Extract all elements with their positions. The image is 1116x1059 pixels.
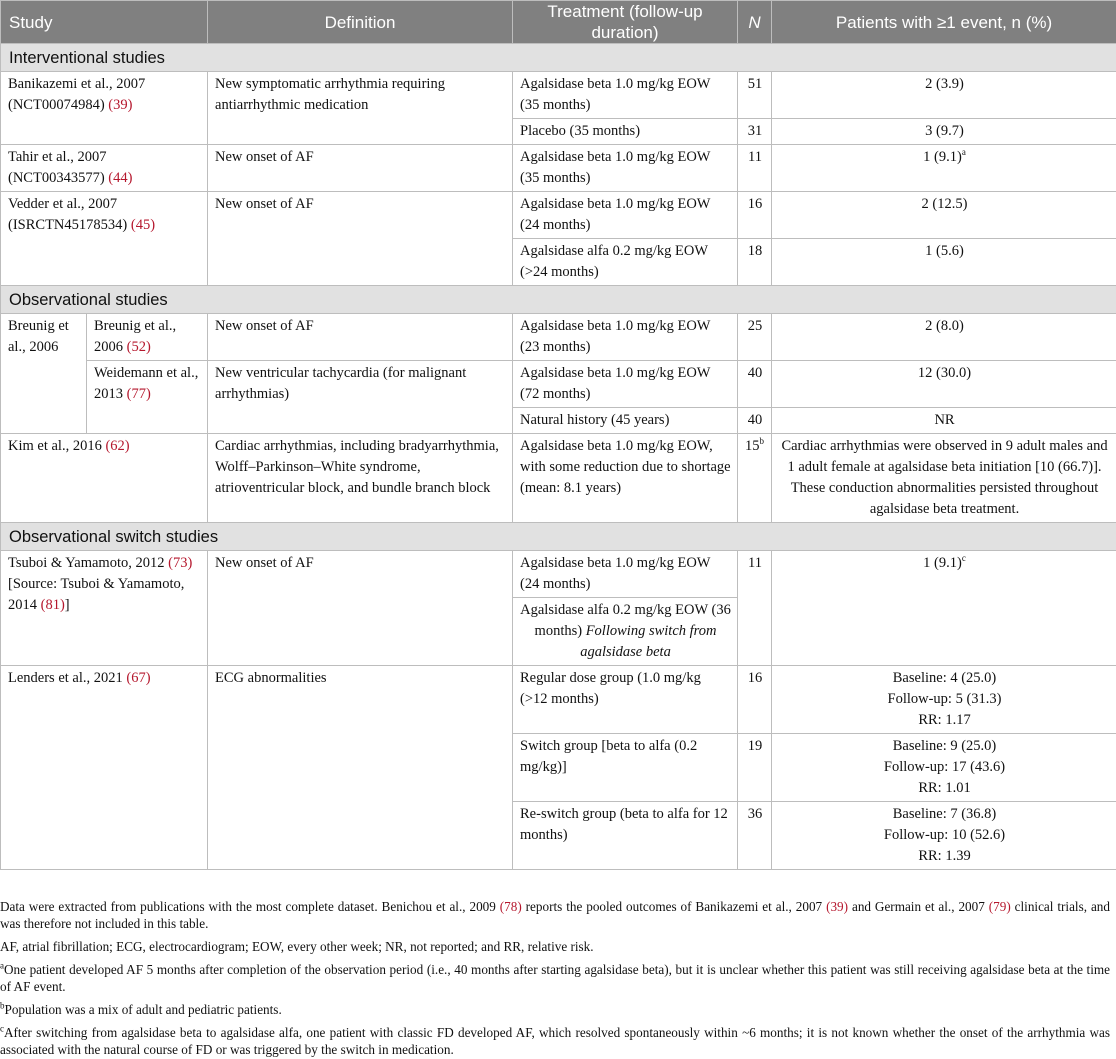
- n-cell: 36: [738, 802, 772, 870]
- n-cell: 11: [738, 145, 772, 192]
- events-cell: Baseline: 9 (25.0) Follow-up: 17 (43.6) RR: 1.01: [772, 734, 1116, 802]
- citation-link[interactable]: (62): [105, 438, 130, 454]
- table-row: [1, 666, 1116, 734]
- definition-cell: New onset of AF: [208, 145, 513, 192]
- footnote-abbreviations: AF, atrial fibrillation; ECG, electrocardiogram; EOW, every other week; NR, not reported; and RR, relative risk.: [0, 939, 594, 954]
- citation-link[interactable]: (44): [108, 170, 133, 186]
- treatment-cell: Agalsidase alfa 0.2 mg/kg EOW (36 months) Following switch from agalsidase beta: [513, 598, 738, 666]
- study-cell: Vedder et al., 2007 (ISRCTN45178534) (45): [1, 192, 208, 286]
- definition-cell: New symptomatic arrhythmia requiring antiarrhythmic medication: [208, 72, 513, 145]
- citation-link[interactable]: (73): [168, 555, 193, 571]
- n-cell: 40: [738, 408, 772, 434]
- treatment-cell: Agalsidase beta 1.0 mg/kg EOW (24 months): [513, 192, 738, 239]
- definition-cell: Cardiac arrhythmias, including bradyarrhythmia, Wolff–Parkinson–White syndrome, atrioventricular block, and bundle branch block: [208, 434, 513, 523]
- n-cell: 18: [738, 239, 772, 286]
- footnote-marker: b: [759, 436, 765, 447]
- events-cell: 2 (8.0): [772, 314, 1116, 361]
- events-cell: 2 (12.5): [772, 192, 1116, 239]
- events-cell: 1 $(9.1)^c$: [772, 551, 1116, 666]
- citation-link[interactable]: (39): [826, 899, 849, 914]
- n-cell: 15$^b$: [738, 434, 772, 523]
- n-cell: 40: [738, 361, 772, 408]
- study-cell: Tsuboi & Yamamoto, 2012 (73) [Source: Tsuboi & Yamamoto, 2014 (81)]: [1, 551, 208, 666]
- footnote-a: $^a$One patient developed AF 5 months after completion of the observation period (i.e., 40 months after starting agalsidase beta), but it is unclear whether this patient was still receiving agalsidase beta at the time of AF event.: [0, 960, 1110, 994]
- table-row: [1, 434, 1116, 523]
- treatment-cell: Natural history (45 years): [513, 408, 738, 434]
- citation-link[interactable]: (79): [988, 899, 1011, 914]
- n-cell: 51: [738, 72, 772, 119]
- treatment-cell: Agalsidase alfa 0.2 mg/kg EOW (>24 months): [513, 239, 738, 286]
- citation-link[interactable]: (77): [126, 386, 151, 402]
- footnote-data-source: Data were extracted from publications with the most complete dataset. Benichou et al., 2009 (78) reports the pooled outcomes of Banikazemi et al., 2007 (39) and Germain et al., 2007 (79) clinical trials, and was therefore not included in this table.: [0, 899, 1110, 931]
- header-n: N: [738, 1, 772, 44]
- citation-link[interactable]: (81): [40, 597, 65, 613]
- section-interventional: Interventional studies: [1, 44, 1116, 72]
- table-row: [1, 145, 1116, 192]
- study-cell: Banikazemi et al., 2007 (NCT00074984) (39): [1, 72, 208, 145]
- definition-cell: New onset of AF: [208, 192, 513, 286]
- table-row: [1, 192, 1116, 239]
- footnote-marker: a: [961, 147, 966, 158]
- definition-cell: New ventricular tachycardia (for malignant arrhythmias): [208, 361, 513, 434]
- events-cell: Cardiac arrhythmias were observed in 9 adult males and 1 adult female at agalsidase beta initiation [10 (66.7)]. These conduction abnormalities persisted throughout agalsidase beta treatment.: [772, 434, 1116, 523]
- events-cell: Baseline: 7 (36.8) Follow-up: 10 (52.6) RR: 1.39: [772, 802, 1116, 870]
- definition-cell: ECG abnormalities: [208, 666, 513, 870]
- treatment-cell: Agalsidase beta 1.0 mg/kg EOW (24 months): [513, 551, 738, 598]
- table-row: [1, 72, 1116, 119]
- treatment-cell: Switch group [beta to alfa (0.2 mg/kg)]: [513, 734, 738, 802]
- treatment-cell: Agalsidase beta 1.0 mg/kg EOW (35 months): [513, 145, 738, 192]
- study-cell: Kim et al., 2016 (62): [1, 434, 208, 523]
- treatment-cell: Placebo (35 months): [513, 119, 738, 145]
- events-cell: 3 (9.7): [772, 119, 1116, 145]
- events-cell: 1 $(9.1)^a$: [772, 145, 1116, 192]
- n-cell: 25: [738, 314, 772, 361]
- table-row: [1, 314, 1116, 361]
- treatment-cell: Regular dose group (1.0 mg/kg (>12 months): [513, 666, 738, 734]
- treatment-cell: Agalsidase beta 1.0 mg/kg EOW (35 months): [513, 72, 738, 119]
- treatment-cell: Agalsidase beta 1.0 mg/kg EOW (72 months): [513, 361, 738, 408]
- treatment-cell: Agalsidase beta 1.0 mg/kg EOW (23 months): [513, 314, 738, 361]
- citation-link[interactable]: (39): [108, 97, 133, 113]
- header-study: Study: [1, 1, 208, 44]
- events-cell: Baseline: 4 (25.0) Follow-up: 5 (31.3) RR: 1.17: [772, 666, 1116, 734]
- section-observational: Observational studies: [1, 286, 1116, 314]
- footnote-b: $^b$Population was a mix of adult and pediatric patients.: [0, 1000, 282, 1017]
- table-row: [1, 551, 1116, 598]
- n-cell: 31: [738, 119, 772, 145]
- study-group-cell: Breunig et al., 2006: [1, 314, 87, 434]
- n-cell: 16: [738, 192, 772, 239]
- table-header-row: [1, 1, 1116, 44]
- study-cell: Tahir et al., 2007 (NCT00343577) (44): [1, 145, 208, 192]
- events-cell: 2 (3.9): [772, 72, 1116, 119]
- header-events: Patients with ≥1 event, n (%): [772, 1, 1116, 44]
- events-cell: 1 (5.6): [772, 239, 1116, 286]
- substudy-cell: Breunig et al., 2006 (52): [87, 314, 208, 361]
- table-row: [1, 361, 1116, 408]
- citation-link[interactable]: (52): [126, 339, 151, 355]
- header-definition: Definition: [208, 1, 513, 44]
- header-treatment: Treatment (follow-up duration): [513, 1, 738, 44]
- section-switch: Observational switch studies: [1, 523, 1116, 551]
- definition-cell: New onset of AF: [208, 551, 513, 666]
- definition-cell: New onset of AF: [208, 314, 513, 361]
- events-cell: NR: [772, 408, 1116, 434]
- substudy-cell: Weidemann et al., 2013 (77): [87, 361, 208, 434]
- citation-link[interactable]: (45): [130, 217, 156, 233]
- citation-link[interactable]: (78): [499, 899, 522, 914]
- treatment-cell: Agalsidase beta 1.0 mg/kg EOW, with some reduction due to shortage (mean: 8.1 years): [513, 434, 738, 523]
- footnote-marker: c: [961, 553, 966, 564]
- events-cell: 12 (30.0): [772, 361, 1116, 408]
- footnote-c: $^c$After switching from agalsidase beta to agalsidase alfa, one patient with classic FD developed AF, which resolved spontaneously within ~6 months; it is not known whether the onset of the arrhythmia was associated with the natural course of FD or was triggered by the switch in medication.: [0, 1023, 1110, 1057]
- n-cell: 19: [738, 734, 772, 802]
- table-footnotes: [0, 898, 1110, 1058]
- n-cell: 16: [738, 666, 772, 734]
- study-cell: Lenders et al., 2021 (67): [1, 666, 208, 870]
- treatment-cell: Re-switch group (beta to alfa for 12 months): [513, 802, 738, 870]
- n-cell: 11: [738, 551, 772, 666]
- citation-link[interactable]: (67): [126, 670, 151, 686]
